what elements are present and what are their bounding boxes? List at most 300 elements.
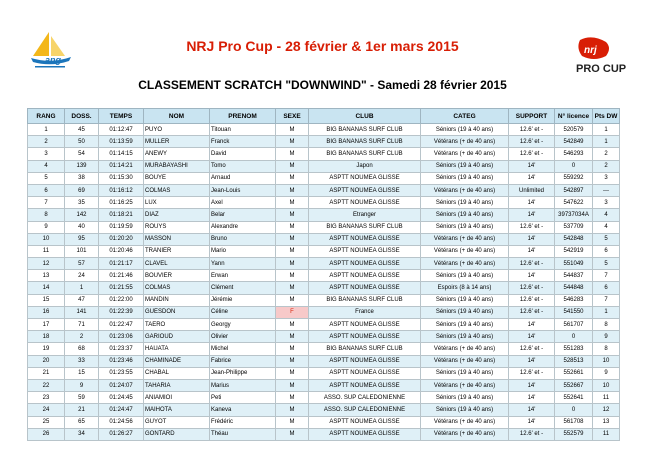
- table-cell: M: [276, 233, 309, 245]
- table-cell: Axel: [210, 197, 276, 209]
- table-cell: 01:23:46: [99, 355, 144, 367]
- table-cell: 45: [65, 124, 99, 136]
- table-row: [28, 392, 620, 404]
- table-cell: Séniors (19 à 40 ans): [421, 319, 509, 331]
- table-row: [28, 233, 620, 245]
- table-cell: 11: [593, 392, 620, 404]
- table-row: [28, 331, 620, 343]
- table-cell: M: [276, 270, 309, 282]
- table-cell: DIAZ: [144, 209, 210, 221]
- table-cell: ASPTT NOUMEA GLISSE: [309, 416, 421, 428]
- table-cell: 12.6' et -: [509, 343, 555, 355]
- table-cell: BIG BANANAS SURF CLUB: [309, 124, 421, 136]
- table-cell: 7: [593, 294, 620, 306]
- table-cell: ASPTT NOUMEA GLISSE: [309, 319, 421, 331]
- table-cell: 24: [28, 404, 65, 416]
- table-cell: 8: [28, 209, 65, 221]
- table-cell: 542897: [555, 184, 593, 196]
- table-cell: Vétérans (+ de 40 ans): [421, 184, 509, 196]
- table-cell: Jérémie: [210, 294, 276, 306]
- table-cell: 520579: [555, 124, 593, 136]
- table-cell: 01:22:00: [99, 294, 144, 306]
- column-header: SUPPORT: [509, 109, 555, 124]
- table-cell: M: [276, 428, 309, 440]
- table-row: [28, 124, 620, 136]
- table-cell: Tomo: [210, 160, 276, 172]
- table-cell: 14': [509, 331, 555, 343]
- table-row: [28, 319, 620, 331]
- table-cell: GUESDON: [144, 306, 210, 318]
- table-cell: 24: [65, 270, 99, 282]
- table-cell: M: [276, 355, 309, 367]
- table-cell: 11: [28, 245, 65, 257]
- table-cell: 6: [28, 184, 65, 196]
- table-cell: Japon: [309, 160, 421, 172]
- table-cell: HAUATA: [144, 343, 210, 355]
- table-cell: Arnaud: [210, 172, 276, 184]
- table-cell: 21: [28, 367, 65, 379]
- table-cell: Vétérans (+ de 40 ans): [421, 416, 509, 428]
- table-cell: 0: [555, 404, 593, 416]
- table-cell: 551283: [555, 343, 593, 355]
- table-row: [28, 258, 620, 270]
- table-cell: MANDIN: [144, 294, 210, 306]
- table-cell: Peti: [210, 392, 276, 404]
- table-row: [28, 355, 620, 367]
- table-cell: 552579: [555, 428, 593, 440]
- table-cell: 14': [509, 416, 555, 428]
- table-cell: ASPTT NOUMEA GLISSE: [309, 258, 421, 270]
- table-cell: Céline: [210, 306, 276, 318]
- table-cell: ASPTT NOUMEA GLISSE: [309, 355, 421, 367]
- table-cell: 6: [593, 245, 620, 257]
- table-cell: 6: [593, 282, 620, 294]
- table-row: [28, 184, 620, 196]
- table-cell: 14': [509, 379, 555, 391]
- table-cell: ANIAMIOI: [144, 392, 210, 404]
- table-cell: M: [276, 172, 309, 184]
- table-cell: 38: [65, 172, 99, 184]
- table-cell: Séniors (19 à 40 ans): [421, 209, 509, 221]
- table-cell: Kaneva: [210, 404, 276, 416]
- table-cell: 1: [593, 306, 620, 318]
- table-cell: 12.6' et -: [509, 221, 555, 233]
- table-cell: ASSO. SUP CALEDONIENNE: [309, 404, 421, 416]
- table-cell: 01:21:17: [99, 258, 144, 270]
- table-cell: Olivier: [210, 331, 276, 343]
- table-cell: 542848: [555, 233, 593, 245]
- table-cell: Séniors (19 à 40 ans): [421, 306, 509, 318]
- table-cell: 8: [593, 343, 620, 355]
- table-cell: 01:24:47: [99, 404, 144, 416]
- table-cell: M: [276, 136, 309, 148]
- table-cell: Vétérans (+ de 40 ans): [421, 343, 509, 355]
- table-cell: 01:14:21: [99, 160, 144, 172]
- table-cell: Séniors (19 à 40 ans): [421, 172, 509, 184]
- table-row: [28, 160, 620, 172]
- table-cell: M: [276, 416, 309, 428]
- table-cell: ASSO. SUP CALEDONIENNE: [309, 392, 421, 404]
- table-cell: 21: [65, 404, 99, 416]
- table-cell: 01:22:47: [99, 319, 144, 331]
- table-cell: 541550: [555, 306, 593, 318]
- table-cell: 141: [65, 306, 99, 318]
- table-cell: 01:14:15: [99, 148, 144, 160]
- table-cell: Séniors (19 à 40 ans): [421, 124, 509, 136]
- table-row: [28, 416, 620, 428]
- table-cell: Georgy: [210, 319, 276, 331]
- table-cell: ASPTT NOUMEA GLISSE: [309, 379, 421, 391]
- table-cell: 01:24:45: [99, 392, 144, 404]
- table-cell: Vétérans (+ de 40 ans): [421, 379, 509, 391]
- table-cell: 1: [65, 282, 99, 294]
- table-cell: Vétérans (+ de 40 ans): [421, 136, 509, 148]
- table-cell: 01:16:12: [99, 184, 144, 196]
- column-header: SEXE: [276, 109, 309, 124]
- table-row: [28, 148, 620, 160]
- table-cell: 1: [28, 124, 65, 136]
- table-cell: 7: [593, 270, 620, 282]
- table-cell: 01:21:46: [99, 270, 144, 282]
- table-cell: 142: [65, 209, 99, 221]
- table-cell: 01:12:47: [99, 124, 144, 136]
- table-cell: 552667: [555, 379, 593, 391]
- table-cell: Séniors (19 à 40 ans): [421, 160, 509, 172]
- table-cell: 5: [593, 258, 620, 270]
- table-cell: 1: [593, 136, 620, 148]
- table-cell: 01:24:56: [99, 416, 144, 428]
- table-cell: 0: [555, 331, 593, 343]
- table-cell: 1: [593, 124, 620, 136]
- table-cell: MAIHOTA: [144, 404, 210, 416]
- table-cell: BIG BANANAS SURF CLUB: [309, 343, 421, 355]
- table-cell: 544837: [555, 270, 593, 282]
- table-cell: Bruno: [210, 233, 276, 245]
- table-cell: Vétérans (+ de 40 ans): [421, 233, 509, 245]
- table-cell: 542849: [555, 136, 593, 148]
- table-cell: 12.6' et -: [509, 428, 555, 440]
- table-cell: Frédéric: [210, 416, 276, 428]
- table-cell: 10: [593, 355, 620, 367]
- table-cell: 542919: [555, 245, 593, 257]
- table-cell: BOUVIER: [144, 270, 210, 282]
- table-cell: 01:23:06: [99, 331, 144, 343]
- table-cell: PUYO: [144, 124, 210, 136]
- table-cell: 139: [65, 160, 99, 172]
- table-cell: Jean-Louis: [210, 184, 276, 196]
- table-cell: ASPTT NOUMEA GLISSE: [309, 172, 421, 184]
- table-cell: Séniors (19 à 40 ans): [421, 221, 509, 233]
- table-cell: 26: [28, 428, 65, 440]
- table-cell: 9: [28, 221, 65, 233]
- table-cell: 01:15:30: [99, 172, 144, 184]
- table-cell: COLMAS: [144, 282, 210, 294]
- table-cell: GARIOUD: [144, 331, 210, 343]
- table-cell: 9: [593, 331, 620, 343]
- table-cell: 19: [28, 343, 65, 355]
- table-cell: 14': [509, 270, 555, 282]
- table-cell: 12.6' et -: [509, 258, 555, 270]
- table-cell: 01:26:27: [99, 428, 144, 440]
- table-cell: M: [276, 294, 309, 306]
- table-cell: 14': [509, 404, 555, 416]
- table-cell: MURABAYASHI: [144, 160, 210, 172]
- table-cell: France: [309, 306, 421, 318]
- table-row: [28, 294, 620, 306]
- table-cell: Séniors (19 à 40 ans): [421, 294, 509, 306]
- table-cell: ASPTT NOUMEA GLISSE: [309, 245, 421, 257]
- table-cell: 01:19:59: [99, 221, 144, 233]
- table-cell: ASPTT NOUMEA GLISSE: [309, 197, 421, 209]
- table-cell: Vétérans (+ de 40 ans): [421, 428, 509, 440]
- table-cell: Séniors (19 à 40 ans): [421, 197, 509, 209]
- table-cell: Séniors (19 à 40 ans): [421, 331, 509, 343]
- table-cell: M: [276, 367, 309, 379]
- table-cell: 12.6' et -: [509, 306, 555, 318]
- table-cell: 14': [509, 245, 555, 257]
- table-cell: Unlimited: [509, 184, 555, 196]
- table-cell: 9: [593, 367, 620, 379]
- column-header: CATEG: [421, 109, 509, 124]
- table-cell: 68: [65, 343, 99, 355]
- table-cell: David: [210, 148, 276, 160]
- table-cell: Titouan: [210, 124, 276, 136]
- table-cell: Jean-Philippe: [210, 367, 276, 379]
- table-cell: 12.6' et -: [509, 367, 555, 379]
- table-cell: 14': [509, 319, 555, 331]
- table-cell: ASPTT NOUMEA GLISSE: [309, 428, 421, 440]
- table-cell: CHAMINADE: [144, 355, 210, 367]
- table-cell: COLMAS: [144, 184, 210, 196]
- table-cell: BIG BANANAS SURF CLUB: [309, 136, 421, 148]
- table-cell: 14': [509, 160, 555, 172]
- table-cell: ASPTT NOUMEA GLISSE: [309, 282, 421, 294]
- nrj-pro-cup-logo-icon: [572, 36, 627, 78]
- table-cell: 3: [593, 172, 620, 184]
- table-cell: M: [276, 148, 309, 160]
- table-cell: 35: [65, 197, 99, 209]
- table-cell: ASPTT NOUMEA GLISSE: [309, 184, 421, 196]
- table-cell: ASPTT NOUMEA GLISSE: [309, 270, 421, 282]
- table-cell: 5: [593, 233, 620, 245]
- table-cell: 01:16:25: [99, 197, 144, 209]
- table-cell: M: [276, 343, 309, 355]
- table-cell: M: [276, 160, 309, 172]
- table-cell: 559292: [555, 172, 593, 184]
- table-cell: MULLER: [144, 136, 210, 148]
- table-cell: 33: [65, 355, 99, 367]
- table-cell: ---: [593, 184, 620, 196]
- table-row: [28, 379, 620, 391]
- table-cell: 47: [65, 294, 99, 306]
- table-cell: BIG BANANAS SURF CLUB: [309, 148, 421, 160]
- table-cell: M: [276, 404, 309, 416]
- table-cell: 10: [28, 233, 65, 245]
- table-cell: 13: [593, 416, 620, 428]
- table-cell: ASPTT NOUMEA GLISSE: [309, 331, 421, 343]
- table-cell: 2: [593, 160, 620, 172]
- table-cell: Etranger: [309, 209, 421, 221]
- table-cell: 01:22:39: [99, 306, 144, 318]
- table-cell: ASPTT NOUMEA GLISSE: [309, 233, 421, 245]
- table-cell: 551049: [555, 258, 593, 270]
- table-row: [28, 282, 620, 294]
- table-cell: Yann: [210, 258, 276, 270]
- table-cell: Fabrice: [210, 355, 276, 367]
- table-cell: 561708: [555, 416, 593, 428]
- table-cell: M: [276, 124, 309, 136]
- table-cell: 14': [509, 355, 555, 367]
- table-cell: Vétérans (+ de 40 ans): [421, 245, 509, 257]
- table-cell: Vétérans (+ de 40 ans): [421, 148, 509, 160]
- table-cell: CLAVEL: [144, 258, 210, 270]
- table-cell: M: [276, 379, 309, 391]
- table-cell: 14: [28, 282, 65, 294]
- table-cell: 13: [28, 270, 65, 282]
- table-cell: 15: [28, 294, 65, 306]
- svg-text:nrj: nrj: [584, 45, 597, 56]
- table-cell: Séniors (19 à 40 ans): [421, 270, 509, 282]
- svg-text:ang: ang: [45, 55, 62, 65]
- table-cell: 23: [28, 392, 65, 404]
- table-cell: 01:23:37: [99, 343, 144, 355]
- table-cell: M: [276, 319, 309, 331]
- table-cell: 65: [65, 416, 99, 428]
- table-row: [28, 428, 620, 440]
- table-cell: TAERO: [144, 319, 210, 331]
- table-cell: BOUYE: [144, 172, 210, 184]
- table-cell: 15: [65, 367, 99, 379]
- table-cell: M: [276, 258, 309, 270]
- table-cell: 544848: [555, 282, 593, 294]
- table-cell: ASPTT NOUMEA GLISSE: [309, 367, 421, 379]
- table-cell: 14': [509, 233, 555, 245]
- table-cell: 12.6' et -: [509, 294, 555, 306]
- table-cell: 3: [28, 148, 65, 160]
- table-cell: 14': [509, 209, 555, 221]
- table-cell: GONTARD: [144, 428, 210, 440]
- table-cell: 14': [509, 172, 555, 184]
- table-cell: 11: [593, 428, 620, 440]
- pro-cup-logo-text: PRO CUP: [576, 63, 627, 75]
- table-cell: 01:23:55: [99, 367, 144, 379]
- table-cell: Michel: [210, 343, 276, 355]
- table-cell: CHABAL: [144, 367, 210, 379]
- table-cell: Séniors (19 à 40 ans): [421, 404, 509, 416]
- table-cell: 12: [593, 404, 620, 416]
- table-cell: 552641: [555, 392, 593, 404]
- table-cell: M: [276, 221, 309, 233]
- table-cell: M: [276, 184, 309, 196]
- table-cell: 14': [509, 197, 555, 209]
- table-cell: 4: [593, 221, 620, 233]
- table-cell: Séniors (19 à 40 ans): [421, 392, 509, 404]
- table-cell: M: [276, 331, 309, 343]
- column-header: N° licence: [555, 109, 593, 124]
- table-cell: 546293: [555, 148, 593, 160]
- table-cell: 25: [28, 416, 65, 428]
- table-cell: M: [276, 282, 309, 294]
- table-cell: MASSON: [144, 233, 210, 245]
- table-cell: 0: [555, 160, 593, 172]
- table-row: [28, 367, 620, 379]
- table-cell: 537709: [555, 221, 593, 233]
- table-cell: 01:20:20: [99, 233, 144, 245]
- table-row: [28, 306, 620, 318]
- table-cell: 4: [593, 209, 620, 221]
- table-row: [28, 221, 620, 233]
- table-cell: 12.6' et -: [509, 148, 555, 160]
- table-row: [28, 343, 620, 355]
- table-cell: Belar: [210, 209, 276, 221]
- table-header-row: [28, 109, 620, 124]
- table-cell: 34: [65, 428, 99, 440]
- table-cell: M: [276, 197, 309, 209]
- column-header: NOM: [144, 109, 210, 124]
- table-cell: 01:18:21: [99, 209, 144, 221]
- table-row: [28, 404, 620, 416]
- table-cell: 17: [28, 319, 65, 331]
- table-cell: 3: [593, 197, 620, 209]
- table-cell: 8: [593, 319, 620, 331]
- table-cell: 10: [593, 379, 620, 391]
- table-cell: 561707: [555, 319, 593, 331]
- table-row: [28, 136, 620, 148]
- table-cell: Marius: [210, 379, 276, 391]
- table-cell: 01:24:07: [99, 379, 144, 391]
- table-cell: 54: [65, 148, 99, 160]
- table-cell: Erwan: [210, 270, 276, 282]
- table-cell: GUYOT: [144, 416, 210, 428]
- table-cell: ANEWY: [144, 148, 210, 160]
- table-cell: 12.6' et -: [509, 282, 555, 294]
- table-cell: 12: [28, 258, 65, 270]
- table-cell: Espoirs (8 à 14 ans): [421, 282, 509, 294]
- table-cell: 50: [65, 136, 99, 148]
- table-cell: Alexandre: [210, 221, 276, 233]
- table-cell: Théau: [210, 428, 276, 440]
- table-cell: 40: [65, 221, 99, 233]
- table-cell: F: [276, 306, 309, 318]
- table-cell: 95: [65, 233, 99, 245]
- table-cell: 552661: [555, 367, 593, 379]
- table-row: [28, 197, 620, 209]
- table-cell: 2: [65, 331, 99, 343]
- table-cell: 39737034A: [555, 209, 593, 221]
- table-cell: 9: [65, 379, 99, 391]
- table-cell: 4: [28, 160, 65, 172]
- table-cell: 528513: [555, 355, 593, 367]
- table-cell: 12.6' et -: [509, 124, 555, 136]
- table-cell: 57: [65, 258, 99, 270]
- table-cell: 5: [28, 172, 65, 184]
- table-cell: 01:20:46: [99, 245, 144, 257]
- results-table: [27, 108, 620, 441]
- table-cell: 69: [65, 184, 99, 196]
- table-cell: Clément: [210, 282, 276, 294]
- column-header: CLUB: [309, 109, 421, 124]
- table-cell: Vétérans (+ de 40 ans): [421, 258, 509, 270]
- table-cell: 20: [28, 355, 65, 367]
- table-cell: TAHARIA: [144, 379, 210, 391]
- table-cell: LUX: [144, 197, 210, 209]
- table-row: [28, 270, 620, 282]
- table-cell: 16: [28, 306, 65, 318]
- table-cell: Séniors (19 à 40 ans): [421, 367, 509, 379]
- table-cell: ROUYS: [144, 221, 210, 233]
- column-header: TEMPS: [99, 109, 144, 124]
- table-cell: 14': [509, 392, 555, 404]
